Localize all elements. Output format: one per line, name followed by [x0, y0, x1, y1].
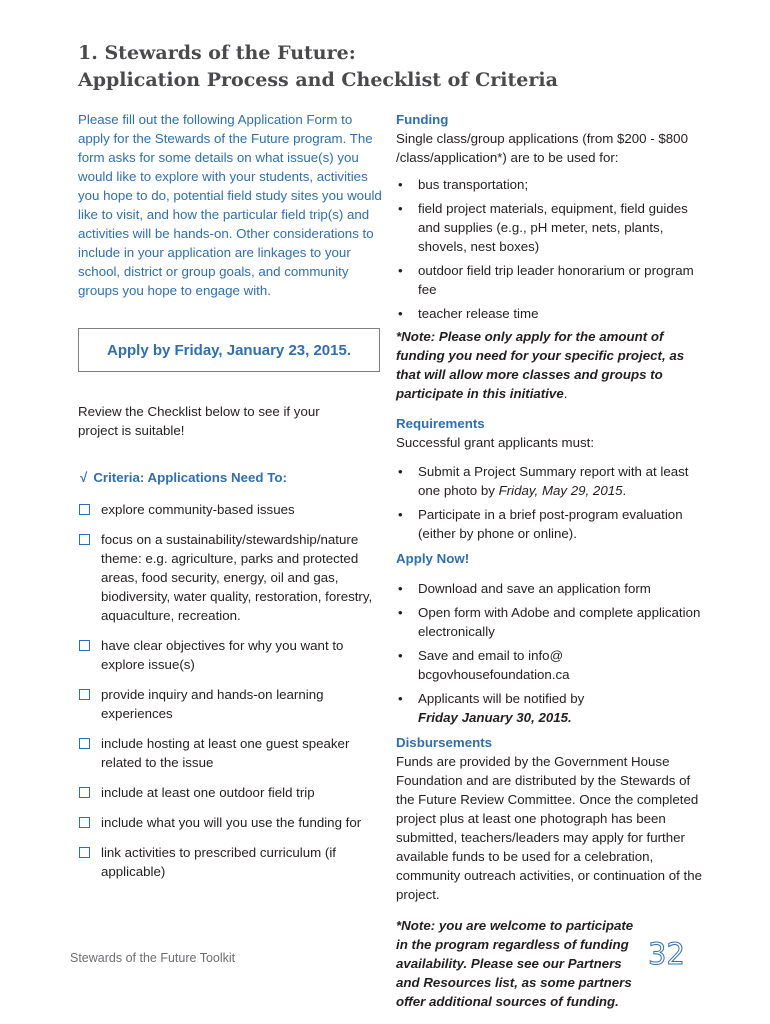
bullet-icon: • — [398, 648, 403, 663]
checklist-item: include at least one outdoor field trip — [78, 783, 383, 802]
right-column — [396, 110, 706, 1011]
bullet-icon: • — [398, 464, 403, 479]
funding-text: Single class/group applications (from $200 - $800 /class/application*) are to be used for: — [396, 131, 688, 165]
review-text: Review the Checklist below to see if your project is suitable! — [78, 404, 320, 438]
checkbox-icon[interactable] — [79, 738, 90, 749]
bullet-icon: • — [398, 605, 403, 620]
bullet-icon: • — [398, 263, 403, 278]
title-line-1: 1. Stewards of the Future: — [78, 42, 356, 64]
list-item: • bus transportation; — [398, 177, 529, 192]
checkmark-icon: √ — [80, 470, 88, 485]
checklist-item: include what you will you use the funding for — [78, 813, 383, 832]
list-item: • Participate in a brief post-program evaluation (either by phone or online). — [398, 507, 683, 541]
list-item: • outdoor field trip leader honorarium or program fee — [398, 263, 694, 297]
apply-now-heading: Apply Now! — [396, 551, 470, 566]
notification-date: Friday January 30, 2015. — [418, 710, 572, 725]
requirements-text: Successful grant applicants must: — [396, 435, 595, 450]
bullet-icon: • — [398, 201, 403, 216]
checkbox-icon[interactable] — [79, 534, 90, 545]
list-item: • teacher release time — [398, 306, 539, 321]
checklist-item: explore community-based issues — [78, 500, 383, 519]
report-deadline: Friday, May 29, 2015 — [498, 483, 623, 498]
apply-now-list — [396, 579, 706, 727]
checklist-item: focus on a sustainability/stewardship/nature theme: e.g. agriculture, parks and protected areas, food security, energy, oil and gas, biodiversity, water quality, restoration, forestry, aquaculture, recreation. — [78, 530, 383, 625]
requirements-heading: Requirements — [396, 416, 485, 431]
funding-heading: Funding — [396, 112, 449, 127]
checklist-item: provide inquiry and hands-on learning experiences — [78, 685, 383, 723]
criteria-heading — [80, 470, 287, 485]
footer-title: Stewards of the Future Toolkit — [70, 951, 236, 965]
list-item: • Save and email to info@ bcgovhousefoundation.ca — [398, 648, 570, 682]
requirements-list — [396, 462, 706, 543]
checklist-item: link activities to prescribed curriculum (if applicable) — [78, 843, 383, 881]
checkbox-icon[interactable] — [79, 504, 90, 515]
checkbox-icon[interactable] — [79, 787, 90, 798]
disbursements-heading: Disbursements — [396, 735, 493, 750]
list-item: • field project materials, equipment, field guides and supplies (e.g., pH meter, nets, plants, shovels, nest boxes) — [398, 201, 688, 254]
checklist-item: have clear objectives for why you want to explore issue(s) — [78, 636, 383, 674]
checkbox-icon[interactable] — [79, 689, 90, 700]
bullet-icon: • — [398, 306, 403, 321]
checklist-item: include hosting at least one guest speaker related to the issue — [78, 734, 383, 772]
title-line-2: Application Process and Checklist of Criteria — [78, 69, 558, 91]
apply-deadline-box: Apply by Friday, January 23, 2015. — [78, 328, 380, 372]
checkbox-icon[interactable] — [79, 640, 90, 651]
checkbox-icon[interactable] — [79, 847, 90, 858]
bullet-icon: • — [398, 507, 403, 522]
list-item: • Applicants will be notified by Friday January 30, 2015. — [398, 691, 585, 725]
disbursements-text: Funds are provided by the Government House Foundation and are distributed by the Stewards of the Future Review Committee. Once the completed project plus at least one photograph has been submitted, teachers/leaders may apply for further available funds to be used for a celebration, community outreach activities, or continuation of the project. — [396, 754, 702, 902]
criteria-heading-label: Criteria: Applications Need To: — [93, 470, 287, 485]
page-number: 32 — [648, 937, 685, 971]
checkbox-icon[interactable] — [79, 817, 90, 828]
list-item: • Open form with Adobe and complete application electronically — [398, 605, 701, 639]
funding-list — [396, 175, 706, 323]
intro-paragraph: Please fill out the following Application Form to apply for the Stewards of the Future program. The form asks for some details on what issue(s) you would like to explore with your students, activities you hope to do, potential field study sites you would like to visit, and how the particular field trip(s) and activities will be hands-on. Other considerations to include in your application are linkages to your school, district or group goals, and community groups you hope to engage with. — [78, 112, 382, 298]
page-title — [78, 40, 558, 94]
criteria-checklist — [78, 500, 383, 881]
disbursements-note: *Note: you are welcome to participate in the program regardless of funding availability. Please see our Partners and Resources list, as some partners offer additional sources of funding. — [396, 918, 634, 1009]
bullet-icon: • — [398, 581, 403, 596]
list-item: • Submit a Project Summary report with at least one photo by Friday, May 29, 2015. — [398, 464, 689, 498]
funding-note: *Note: Please only apply for the amount of funding you need for your specific project, as that will allow more classes and groups to participate in this initiative. — [396, 329, 685, 401]
list-item: • Download and save an application form — [398, 581, 651, 596]
bullet-icon: • — [398, 177, 403, 192]
bullet-icon: • — [398, 691, 403, 706]
